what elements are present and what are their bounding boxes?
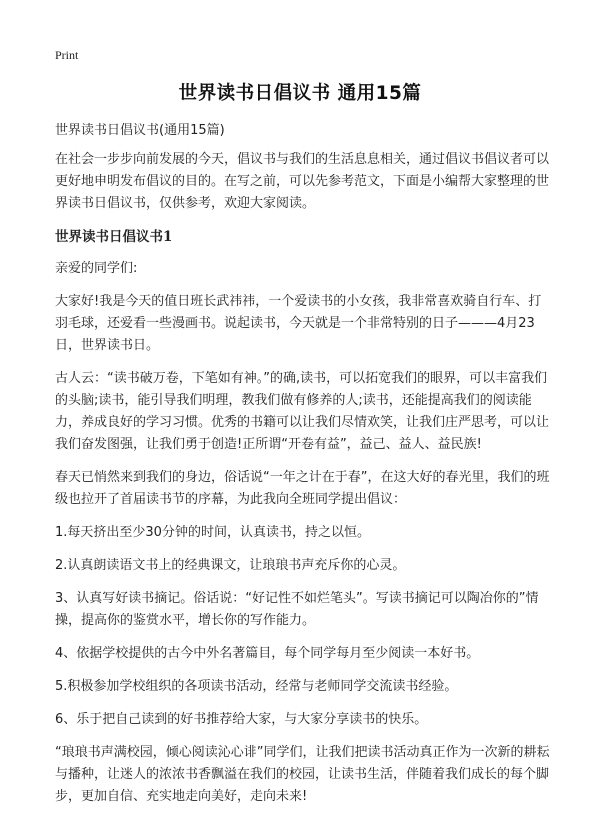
print-link[interactable]: Print	[55, 48, 79, 62]
proposal-item-4: 4、依据学校提供的古今中外名著篇目，每个同学每月至少阅读一本好书。	[55, 646, 480, 661]
proposal-item-1: 1.每天挤出至少30分钟的时间，认真读书，持之以恒。	[55, 525, 370, 540]
proposal-item-5: 5.积极参加学校组织的各项读书活动，经常与老师同学交流读书经验。	[55, 679, 458, 694]
article-subtitle: 世界读书日倡议书(通用15篇)	[55, 123, 225, 138]
paragraph-greeting: 大家好!我是今天的值日班长武祎祎，一个爱读书的小女孩，我非常喜欢骑自行车、打羽毛球，还爱看一些漫画书。说起读书，今天就是一个非常特别的日子———4月23日，世界读书日。	[55, 294, 542, 353]
paragraph-closing: “琅琅书声满校园，倾心阅读沁心诽”同学们，让我们把读书活动真正作为一次新的耕耘与播种，让迷人的浓浓书香飘溢在我们的校园，让读书生活，伴随着我们成长的每个脚步，更加自信、充实地走向美好，走向未来!	[55, 745, 550, 804]
proposal-item-3: 3、认真写好读书摘记。俗话说：“好记性不如烂笔头”。写读书摘记可以陶冶你的”情操，提高你的鉴赏水平，增长你的写作能力。	[55, 591, 539, 628]
paragraph-quote: 古人云：“读书破万卷，下笔如有神。”的确,读书，可以拓宽我们的眼界，可以丰富我们的头脑;读书，能引导我们明理，教我们做有修养的人;读书，还能提高我们的阅读能力，养成良好的学习习惯。优秀的书籍可以让我们尽情欢笑，让我们庄严思考，可以让我们奋发图强，让我们勇于创造!正所谓“开卷有益”，益己、益人、益民族!	[55, 371, 550, 452]
proposal-item-2: 2.认真朗读语文书上的经典课文，让琅琅书声充斥你的心灵。	[55, 558, 406, 573]
article-body	[55, 120, 550, 819]
proposal-item-6: 6、乐于把自己读到的好书推荐给大家，与大家分享读书的快乐。	[55, 712, 428, 727]
paragraph-spring: 春天已悄然来到我们的身边，俗话说“一年之计在于春”，在这大好的春光里，我们的班级也拉开了首届读书节的序幕，为此我向全班同学提出倡议：	[55, 470, 550, 507]
page-title: 世界读书日倡议书 通用15篇	[178, 83, 422, 104]
article-intro: 在社会一步步向前发展的今天，倡议书与我们的生活息息相关，通过倡议书倡议者可以更好地申明发布倡议的目的。在写之前，可以先参考范文，下面是小编帮大家整理的世界读书日倡议书，仅供参考，欢迎大家阅读。	[55, 152, 550, 211]
section-heading: 世界读书日倡议书1	[55, 229, 173, 245]
salutation: 亲爱的同学们:	[55, 261, 138, 276]
